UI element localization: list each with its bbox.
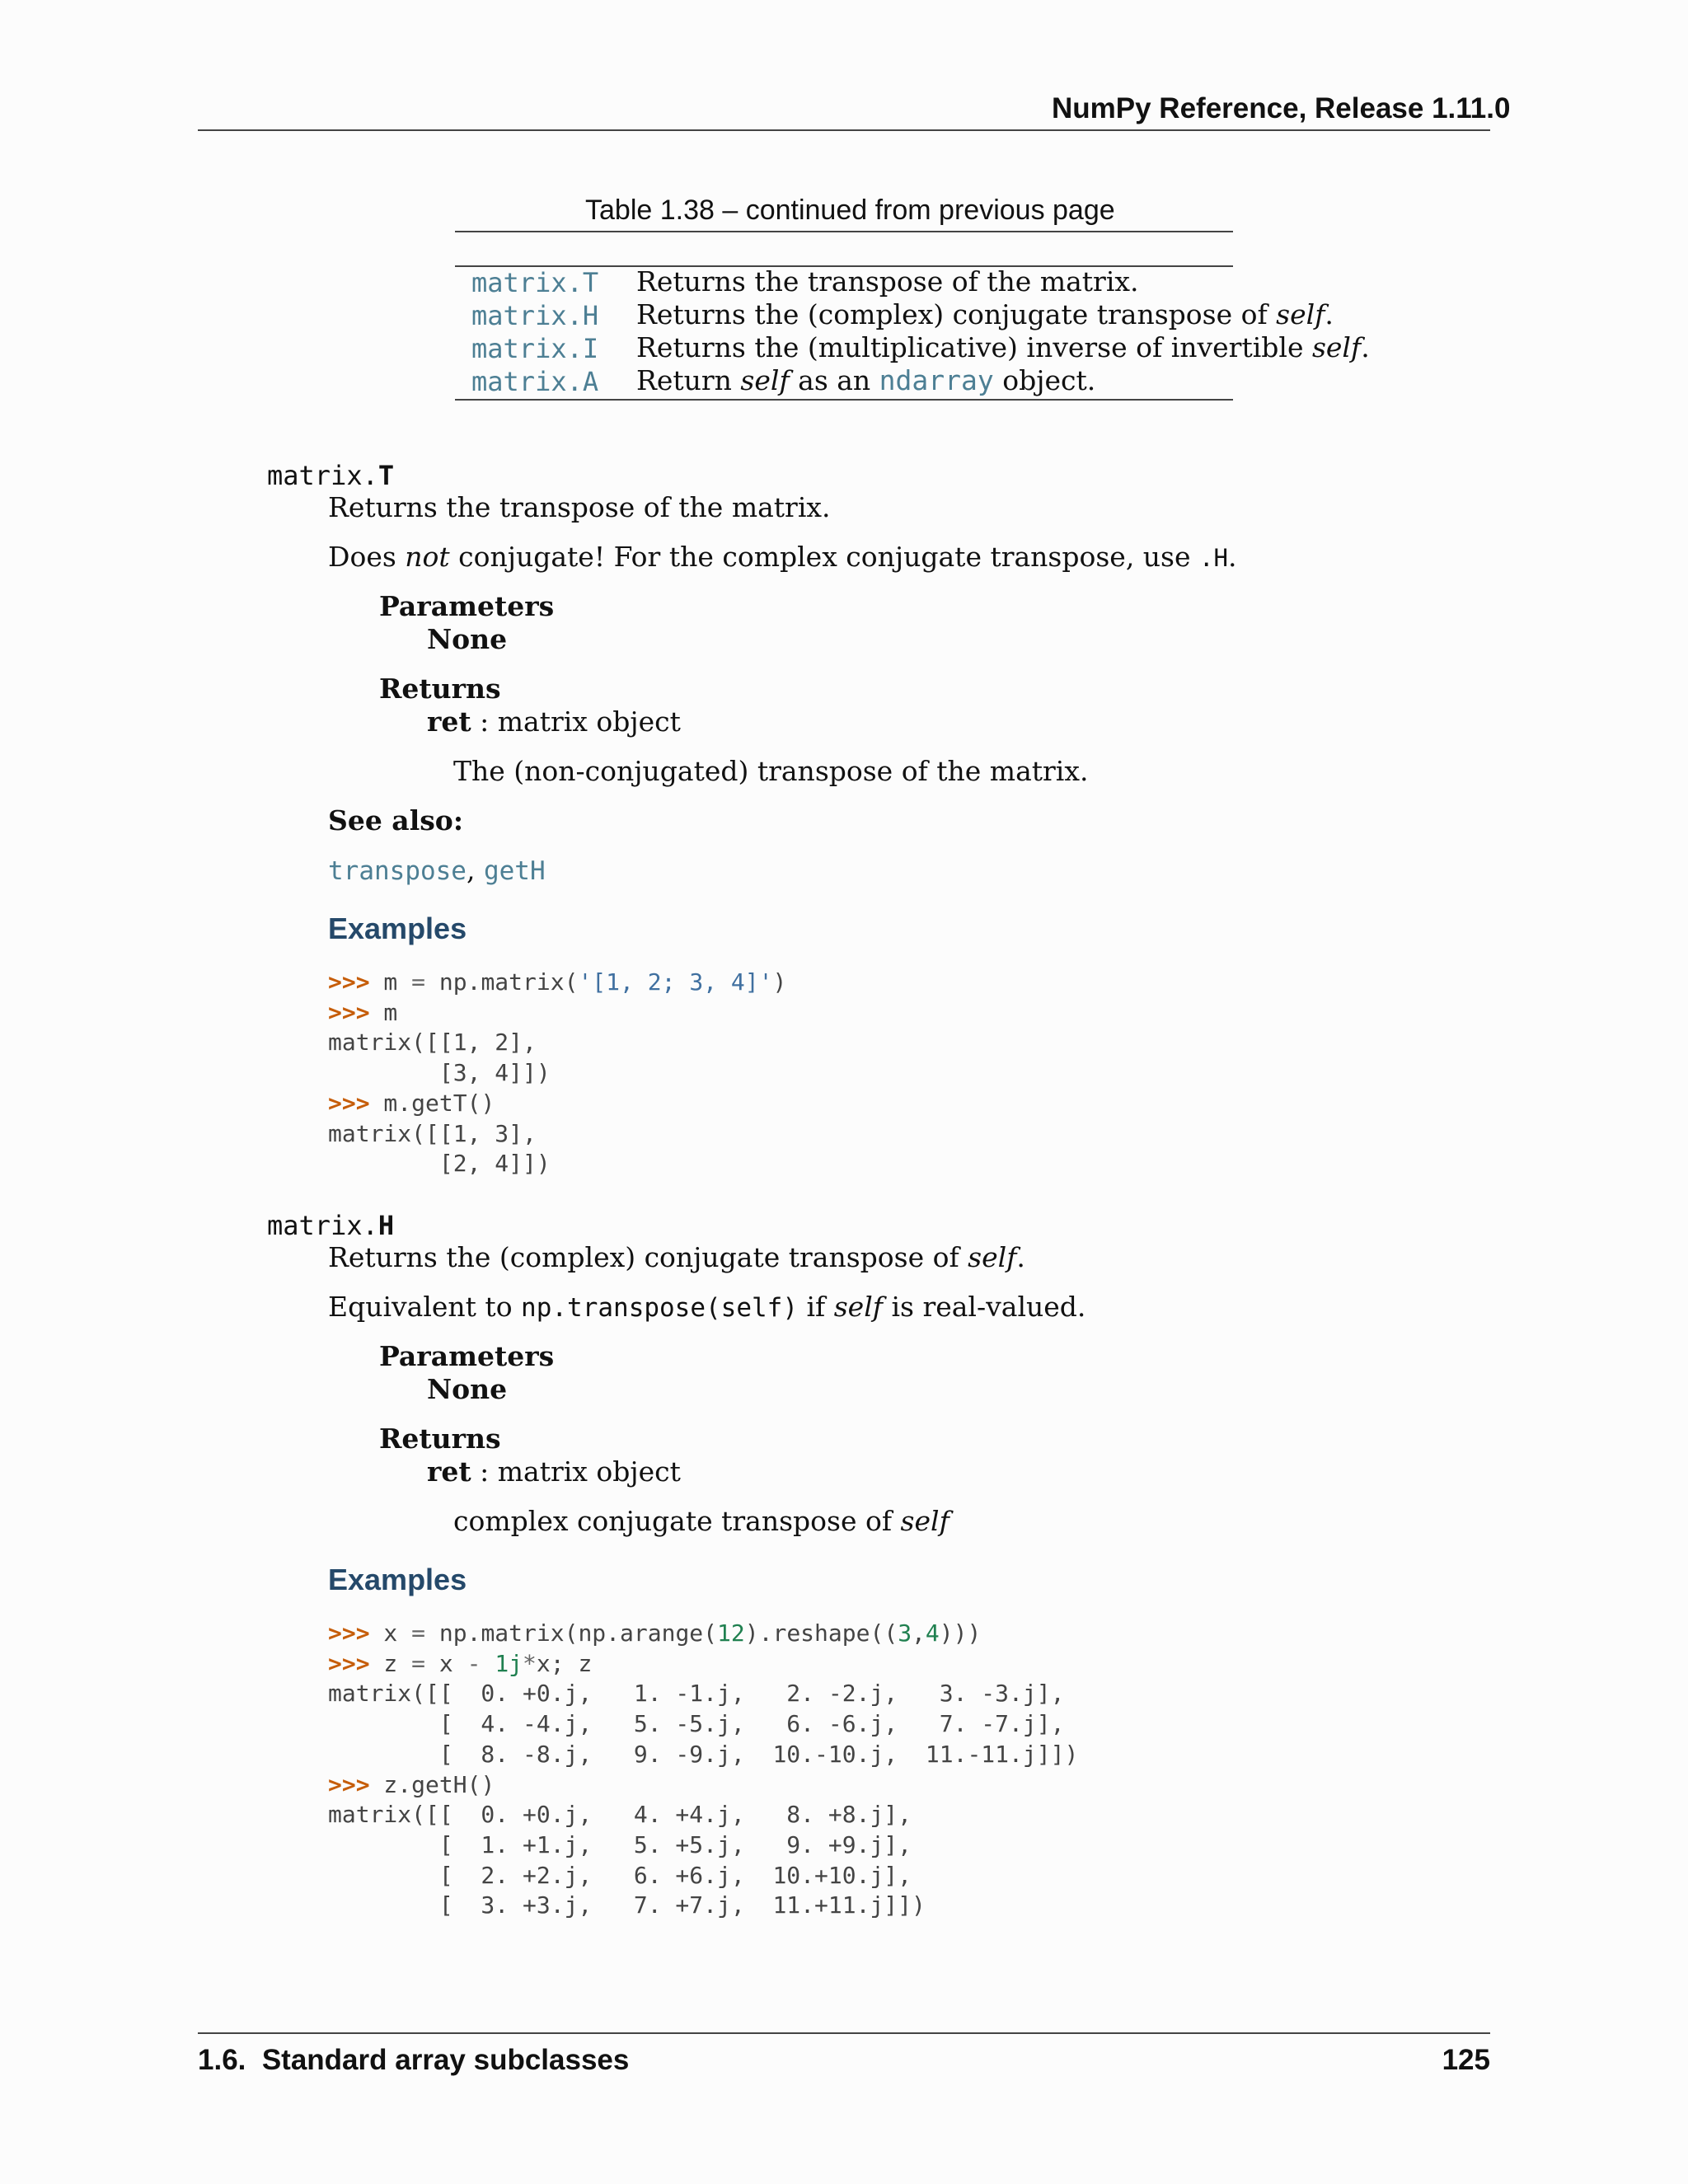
returns-desc-T: The (non-conjugated) transpose of the matrix.	[453, 755, 1089, 787]
params-value-H: None	[427, 1373, 508, 1405]
table-row-name-H[interactable]: matrix.H	[471, 300, 599, 331]
table-top-rule	[455, 231, 1233, 232]
params-value-T: None	[427, 623, 508, 655]
table-row-name-A[interactable]: matrix.A	[471, 366, 599, 397]
returns-value-H: ret : matrix object	[427, 1455, 681, 1488]
summary-H: Returns the (complex) conjugate transpose of self.	[328, 1241, 1025, 1273]
returns-desc-H: complex conjugate transpose of self	[453, 1505, 950, 1537]
running-header: NumPy Reference, Release 1.11.0	[1052, 92, 1511, 124]
examples-heading-T: Examples	[328, 912, 467, 945]
table-row-name-I[interactable]: matrix.I	[471, 333, 599, 364]
summary-T: Returns the transpose of the matrix.	[328, 491, 831, 523]
signature-matrix-H: matrix.H	[267, 1210, 395, 1241]
table-row-desc-I: Returns the (multiplicative) inverse of invertible self.	[636, 331, 1370, 363]
returns-value-T: ret : matrix object	[427, 705, 681, 738]
note-T: Does not conjugate! For the complex conjugate transpose, use .H.	[328, 541, 1237, 573]
signature-matrix-T: matrix.T	[267, 460, 395, 491]
code-example-T: >>> m = np.matrix('[1, 2; 3, 4]') >>> m matrix([[1, 2], [3, 4]]) >>> m.getT() matrix([[1, 3], [2, 4]])	[328, 968, 787, 1178]
see-also-links: transpose, getH	[328, 854, 546, 886]
footer-section-title: 1.6. Standard array subclasses	[198, 2044, 630, 2076]
page-number: 125	[1442, 2044, 1490, 2076]
table-bottom-rule	[455, 399, 1233, 401]
table-row-desc-A: Return self as an ndarray object.	[636, 364, 1096, 396]
transpose-link[interactable]: transpose	[328, 856, 467, 886]
see-also-label: See also:	[328, 804, 464, 837]
params-label-H: Parameters	[379, 1340, 555, 1372]
equivalent-H: Equivalent to np.transpose(self) if self is real-valued.	[328, 1291, 1086, 1323]
examples-heading-H: Examples	[328, 1563, 467, 1596]
table-row-desc-T: Returns the transpose of the matrix.	[636, 265, 1139, 298]
returns-label-H: Returns	[379, 1422, 501, 1455]
code-example-H: >>> x = np.matrix(np.arange(12).reshape((3,4))) >>> z = x - 1j*x; z matrix([[ 0. +0.j, 1. -1.j, 2. -2.j, 3. -3.j], [ 4. -4.j, 5. -5.j, 6. -6.j, 7. -7.j], [ 8. -8.j, 9. -9.j, 10.-10.j, 11.-11.j]]) >>> z.getH() matrix([[ 0. +0.j, 4. +4.j, 8. +8.j], [ 1. +1.j, 5. +5.j, 9. +9.j], [ 2. +2.j, 6. +6.j, 10.+10.j], [ 3. +3.j, 7. +7.j, 11.+11.j]])	[328, 1619, 1079, 1919]
getH-link[interactable]: getH	[483, 856, 546, 886]
table-row-name-T[interactable]: matrix.T	[471, 267, 599, 298]
table-caption: Table 1.38 – continued from previous page	[585, 194, 1115, 226]
footer-rule	[198, 2032, 1490, 2034]
ndarray-link[interactable]: ndarray	[879, 364, 994, 396]
returns-label-T: Returns	[379, 673, 501, 705]
params-label-T: Parameters	[379, 590, 555, 622]
table-row-desc-H: Returns the (complex) conjugate transpose of self.	[636, 298, 1334, 330]
header-rule	[198, 129, 1490, 131]
